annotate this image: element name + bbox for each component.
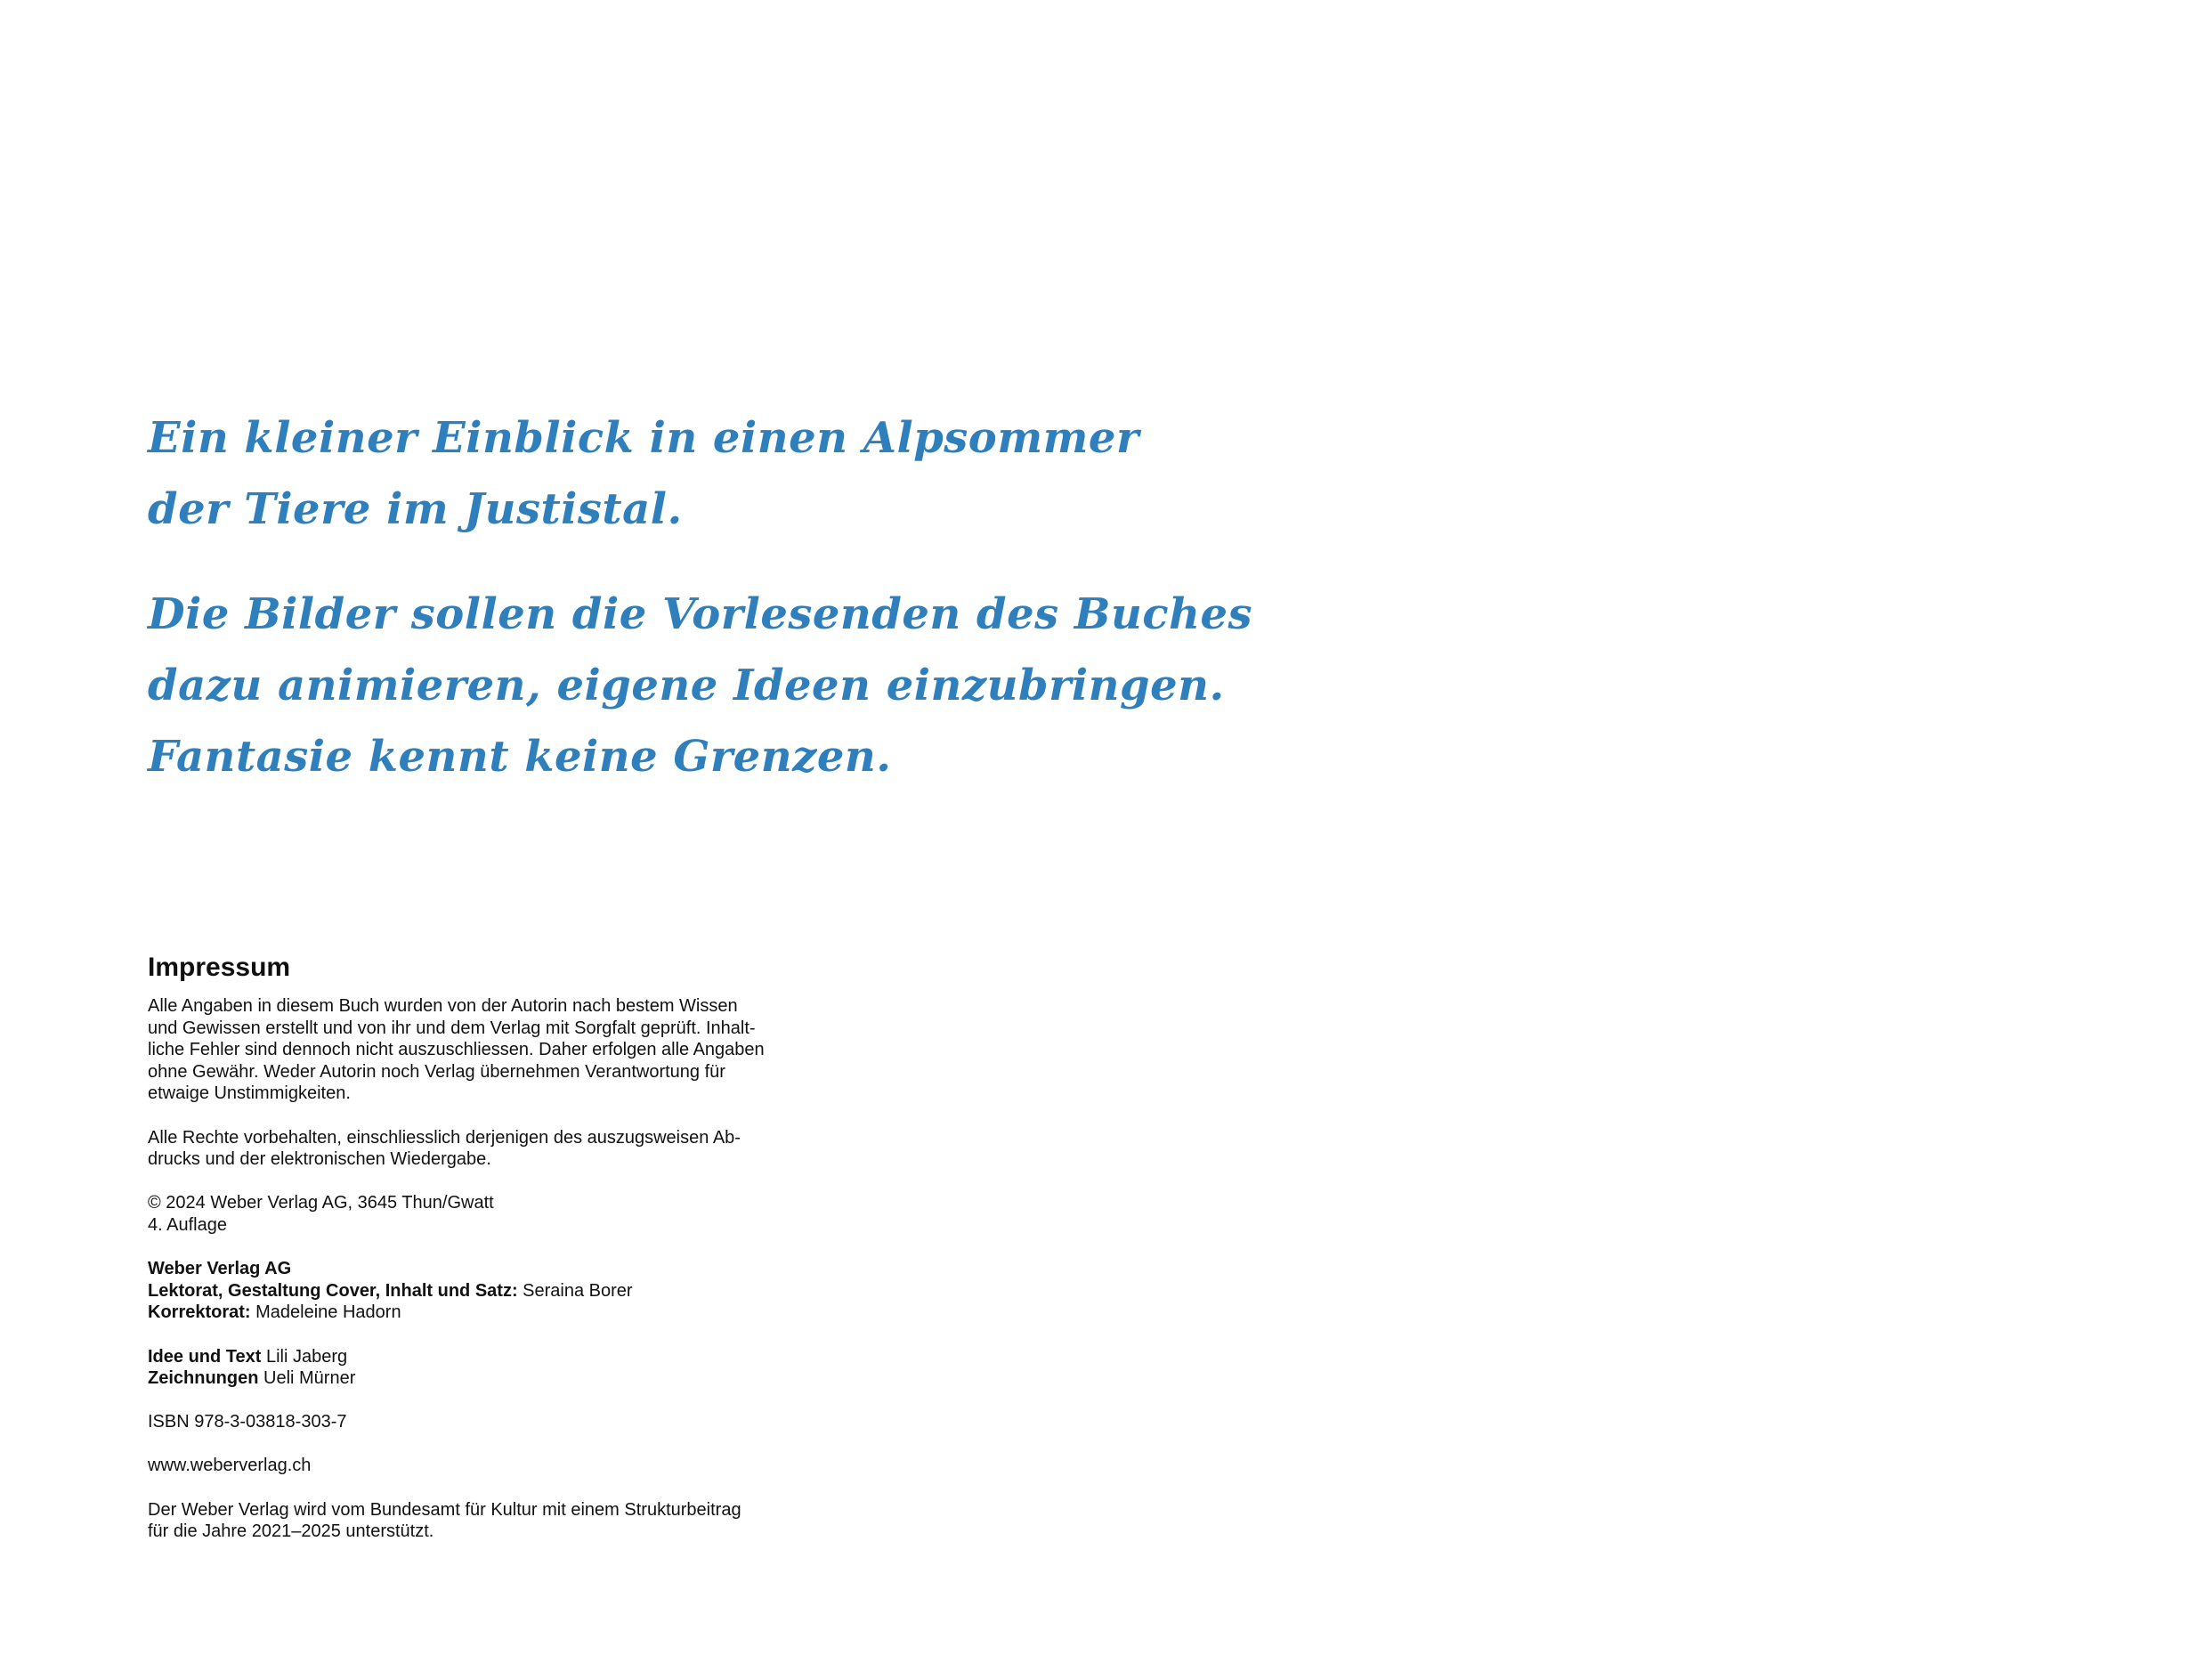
intro-line: dazu animieren, eigene Ideen einzubringen. (148, 661, 1225, 710)
proofreading-label: Korrektorat: (148, 1302, 251, 1323)
website-paragraph (148, 1455, 824, 1477)
rights-paragraph (148, 1127, 824, 1171)
idea-label: Idee und Text (148, 1346, 262, 1367)
copyright-line: © 2024 Weber Verlag AG, 3645 Thun/Gwatt (148, 1193, 494, 1213)
publisher-line (148, 1258, 824, 1280)
idea-value: Lili Jaberg (261, 1346, 348, 1367)
proofreading-line (148, 1302, 824, 1324)
support-line: Der Weber Verlag wird vom Bundesamt für Kultur mit einem Strukturbeitrag (148, 1499, 741, 1520)
credits-paragraph (148, 1346, 824, 1390)
imprint-heading: Impressum (148, 953, 291, 982)
drawings-label: Zeichnungen (148, 1368, 259, 1389)
intro-paragraph-1 (148, 402, 1305, 545)
intro-text (148, 402, 1305, 792)
publisher-paragraph (148, 1258, 824, 1324)
disclaimer-paragraph (148, 995, 824, 1105)
idea-line (148, 1346, 824, 1368)
intro-line: Fantasie kennt keine Grenzen. (148, 732, 892, 782)
publisher-name: Weber Verlag AG (148, 1259, 292, 1279)
disclaimer-line: etwaige Unstimmigkeiten. (148, 1083, 351, 1104)
edition-line: 4. Auflage (148, 1214, 227, 1235)
editing-line (148, 1280, 824, 1302)
rights-line: Alle Rechte vorbehalten, einschliesslich derjenigen des auszugsweisen Ab- (148, 1127, 741, 1148)
intro-paragraph-2 (148, 579, 1305, 792)
disclaimer-line: ohne Gewähr. Weder Autorin noch Verlag übernehmen Verantwortung für (148, 1061, 725, 1082)
support-line: für die Jahre 2021–2025 unterstützt. (148, 1521, 434, 1542)
disclaimer-line: Alle Angaben in diesem Buch wurden von der Autorin nach bestem Wissen (148, 996, 738, 1016)
intro-line: Ein kleiner Einblick in einen Alpsommer (148, 413, 1139, 463)
website-link: www.weberverlag.ch (148, 1456, 312, 1476)
imprint-section (148, 951, 824, 1564)
isbn-paragraph (148, 1411, 824, 1433)
support-paragraph (148, 1499, 824, 1543)
editing-value: Seraina Borer (517, 1280, 633, 1301)
copyright-paragraph (148, 1192, 824, 1236)
drawings-line (148, 1367, 824, 1390)
disclaimer-line: und Gewissen erstellt und von ihr und dem Verlag mit Sorgfalt geprüft. Inhalt- (148, 1018, 756, 1038)
disclaimer-line: liche Fehler sind dennoch nicht auszuschliessen. Daher erfolgen alle Angaben (148, 1040, 765, 1060)
rights-line: drucks und der elektronischen Wiedergabe. (148, 1149, 491, 1170)
intro-line: Die Bilder sollen die Vorlesenden des Buches (148, 589, 1253, 639)
isbn-line: ISBN 978-3-03818-303-7 (148, 1412, 347, 1432)
proofreading-value: Madeleine Hadorn (250, 1302, 401, 1323)
editing-label: Lektorat, Gestaltung Cover, Inhalt und Satz: (148, 1280, 518, 1301)
intro-line: der Tiere im Justistal. (148, 484, 683, 534)
drawings-value: Ueli Mürner (258, 1368, 356, 1389)
